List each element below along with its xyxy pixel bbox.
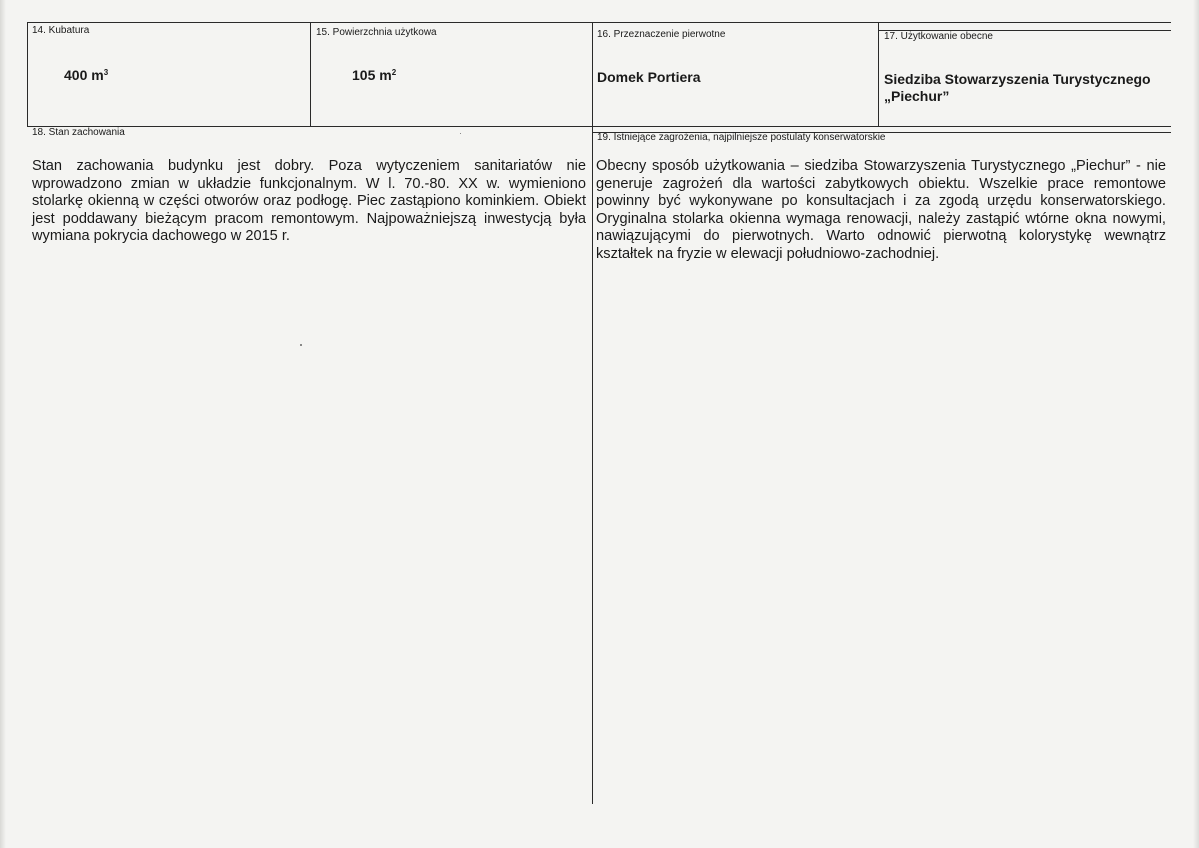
powierzchnia-label: 15. Powierzchnia użytkowa: [316, 27, 437, 38]
stan-text: [32, 158, 586, 246]
scan-speck: [300, 344, 302, 346]
page-edge-left: [0, 0, 6, 848]
powierzchnia-value: [352, 66, 396, 87]
stan-label: 18. Stan zachowania: [32, 127, 125, 138]
col-divider-2: [592, 22, 593, 804]
kubatura-label: 14. Kubatura: [32, 25, 90, 36]
zagrozenia-paragraph: Obecny sposób użytkowania – siedziba Stowarzyszenia Turystycznego „Piechur” - nie generuje zagrożeń dla wartości zabytkowych obiektu. Wszelkie prace remontowe powinny być wykonywane po konsultacjach i za zgodą urzędu konserwatorskiego. Oryginalna stolarka okienna wymaga renowacji, należy zastąpić wtórne okna nowymi, nawiązującymi do pierwotnych. Warto odnowić pierwotną kolorystykę wewnątrz kształtek na fryzie w elewacji południowo-zachodniej.: [596, 158, 1166, 262]
powierzchnia-number: 105 m: [352, 67, 392, 83]
przeznaczenie-value: Domek Portiera: [597, 69, 701, 85]
kubatura-exponent: 3: [103, 68, 109, 77]
page-edge-right: [1193, 0, 1199, 848]
uzytkowanie-value-line2: „Piechur”: [884, 88, 950, 104]
uzytkowanie-value-line1: Siedziba Stowarzyszenia Turystycznego: [884, 71, 1151, 87]
zagrozenia-label: 19. Istniejące zagrożenia, najpilniejsze postulaty konserwatorskie: [597, 132, 886, 143]
left-border: [27, 22, 28, 127]
col-divider-1: [310, 22, 311, 127]
stan-paragraph: Stan zachowania budynku jest dobry. Poza wytyczeniem sanitariatów nie wprowadzono zmian w układzie funkcjonalnym. W l. 70.-80. XX w. wymieniono stolarkę okienną w części otworów oraz podłogę. Piec zastąpiono kominkiem. Obiekt jest poddawany bieżącym pracom remontowym. Najpoważniejszą inwestycją była wymiana pokrycia dachowego w 2015 r.: [32, 158, 586, 244]
top-border: [27, 22, 1171, 23]
powierzchnia-exponent: 2: [391, 68, 397, 77]
uzytkowanie-label: 17. Użytkowanie obecne: [884, 31, 993, 42]
przeznaczenie-label: 16. Przeznaczenie pierwotne: [597, 29, 726, 40]
row-divider: [27, 126, 1171, 127]
scan-speck: [460, 133, 461, 134]
kubatura-value: [64, 66, 108, 87]
col-divider-3: [878, 22, 879, 127]
kubatura-number: 400 m: [64, 67, 104, 83]
zagrozenia-text: [596, 158, 1166, 263]
